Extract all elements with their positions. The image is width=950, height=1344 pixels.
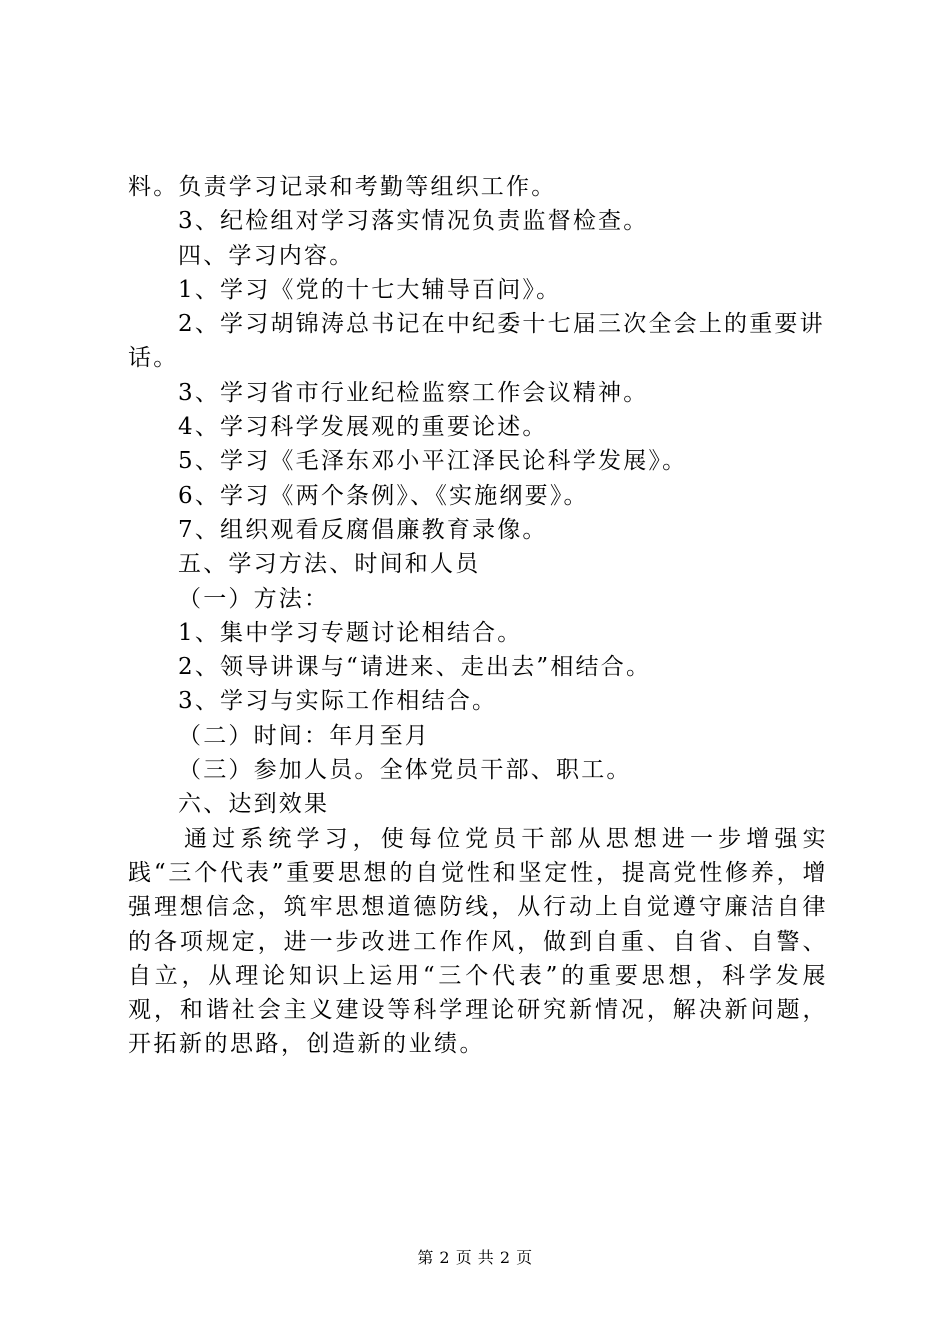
list-item: 3、学习与实际工作相结合。	[178, 688, 498, 715]
document-body	[128, 170, 828, 1062]
page-footer: 第 2 页 共 2 页	[417, 1248, 533, 1267]
list-item: 1、集中学习专题讨论相结合。	[178, 619, 523, 646]
section-heading: 四、学习内容。	[178, 242, 355, 269]
list-item: 2、学习胡锦涛总书记在中纪委十七届三次全会上的重要讲	[178, 311, 825, 338]
subsection-heading: （二）时间：年月至月	[178, 722, 430, 749]
section-heading: 六、达到效果	[178, 791, 330, 818]
paragraph: 通过系统学习，使每位党员干部从思想进一步增强实践“三个代表”重要思想的自觉性和坚定性，提高党性修养，增强理想信念，筑牢思想道德防线，从行动上自觉遵守廉洁自律的各项规定，进一步改进工作作风，做到自重、自省、自警、自立，从理论知识上运用“三个代表”的重要思想，科学发展观，和谐社会主义建设等科学理论研究新情况，解决新问题，开拓新的思路，创造新的业绩。	[128, 825, 828, 1058]
list-item: 2、领导讲课与“请进来、走出去”相结合。	[178, 654, 652, 681]
subsection-heading: （一）方法：	[178, 585, 330, 612]
list-item: 5、学习《毛泽东邓小平江泽民论科学发展》。	[178, 448, 688, 475]
list-item: 1、学习《党的十七大辅导百问》。	[178, 276, 562, 303]
section-heading: 五、学习方法、时间和人员	[178, 551, 481, 578]
list-item: 6、学习《两个条例》、《实施纲要》。	[178, 482, 589, 509]
list-item: 4、学习科学发展观的重要论述。	[178, 414, 548, 441]
subsection-heading: （三）参加人员。全体党员干部、职工。	[178, 757, 632, 784]
list-item: 3、学习省市行业纪检监察工作会议精神。	[178, 379, 649, 406]
text-line: 话。	[128, 345, 179, 372]
text-line: 3、纪检组对学习落实情况负责监督检查。	[178, 208, 649, 235]
list-item: 7、组织观看反腐倡廉教育录像。	[178, 516, 548, 543]
text-line: 料。负责学习记录和考勤等组织工作。	[128, 174, 557, 200]
